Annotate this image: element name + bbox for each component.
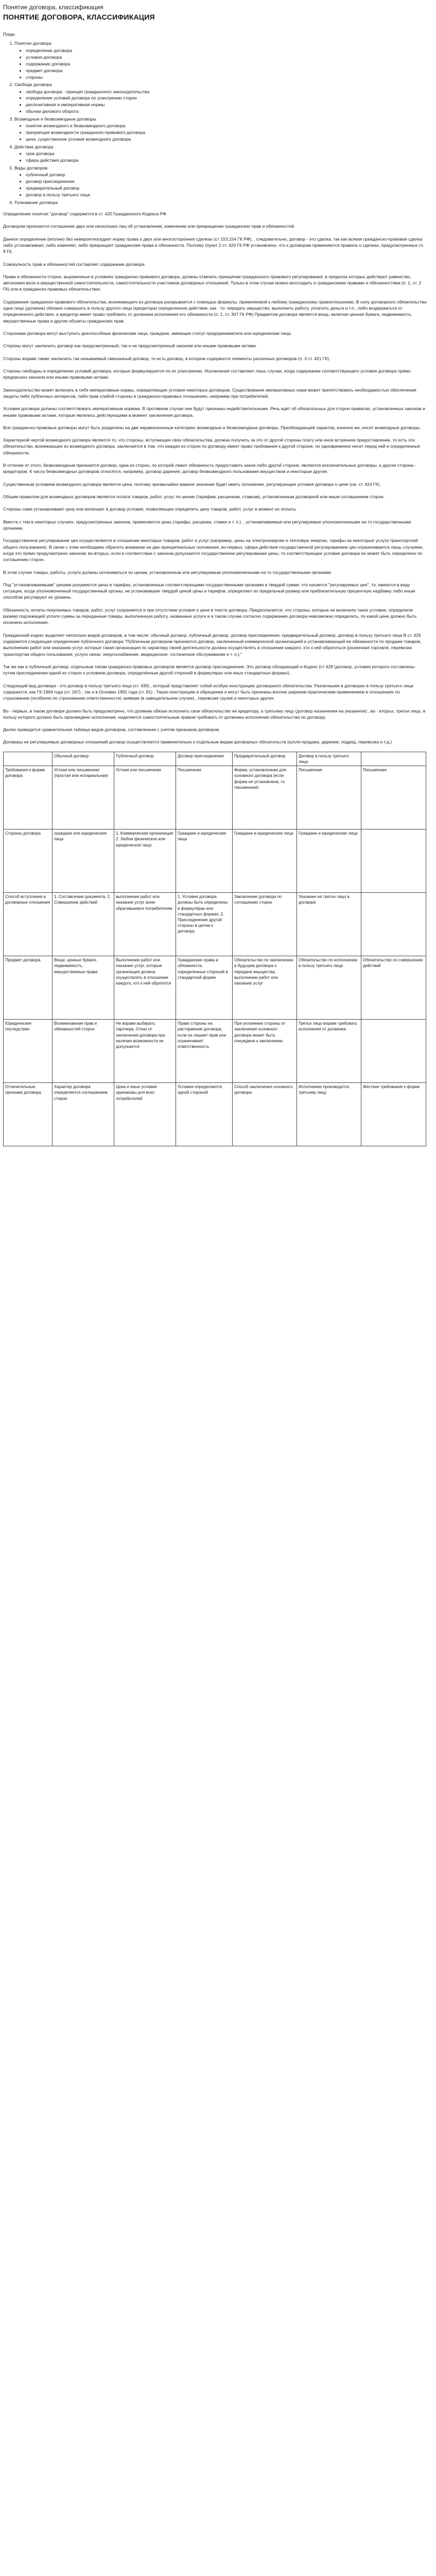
table-header-cell: Договор в пользу третьего лица xyxy=(297,752,361,766)
article-body xyxy=(3,211,427,745)
table-row-header-cell: Требования к форме договора xyxy=(4,766,53,829)
table-cell: Обязательство по исполнению в пользу третьего лица xyxy=(297,956,361,1020)
paragraph: Законодательство может включать в себя императивные нормы, определяющие условия некоторых договоров. Существование императивных норм может препятствовать необходимостью обеспечения защиты либо публичных интересов, либо прав слабой стороны в гражданско-правовых отношениях, например при потребителей. xyxy=(3,387,416,399)
table-header-cell: Договор присоединения xyxy=(176,752,233,766)
toc-subitem[interactable]: • договор присоединения xyxy=(26,179,427,184)
table-cell: Гражданские права и обязанности, определенные стороной в стандартной форме xyxy=(176,956,233,1020)
paragraph: Все гражданско-правовые договоры могут быть разделены на две неравнозначные категории: возмездные и безвозмездные договоры. Преобладающей характер, конечно же, носят возмездные договоры. xyxy=(3,425,421,430)
breadcrumb: Понятие договора, классификация xyxy=(3,4,103,11)
toc-subitem[interactable]: • цена, существенное условие возмездного договора xyxy=(26,137,427,142)
table-row xyxy=(4,893,426,956)
paragraph: Следующий вид договора - это договор в пользу третьего лица (ст. 430) , который представляет собой особую конструкцию договорного обязательства. Различными в договорах в пользу третьего лица содержатся, как ГК-1964 года (ст. 167) , так и в Основах 1991 года (ст. 81) . Такую конструкцию в обращении и могут быть признаны вполне широким практическим применением в отношениях по страхованию (особенно по страхованию ответственности) заявкам (в завещательном случае) , перевозке грузов и некоторых других. xyxy=(3,683,413,701)
table-cell: Жесткие требования к форме xyxy=(361,1083,426,1146)
toc-item[interactable] xyxy=(14,41,427,80)
table-cell: Возникновение прав и обязанностей сторон xyxy=(53,1020,114,1083)
toc-item[interactable] xyxy=(14,116,427,143)
table-header-cell: Предварительный договор xyxy=(233,752,297,766)
paragraph: Стороны могут заключить договор как предусмотренный, так и не предусмотренный законом или иными правовыми актами. xyxy=(3,343,257,349)
toc-subitem[interactable]: • содержание договора xyxy=(26,61,427,67)
toc-subitems xyxy=(14,151,427,163)
table-row xyxy=(4,829,426,893)
toc-item-label: Понятие договора xyxy=(14,41,51,46)
table-cell: выполнение работ или оказание услуг всем обратившимся потребителям xyxy=(114,893,176,956)
paragraph: Вместе с тем в некоторых случаях, предусмотренных законом, применяются цены (тарифы, расценки, ставки и т. п.), , устанавливаемые или регулируемые уполномоченными на то государственными органами. xyxy=(3,519,411,531)
paragraph: Права и обязанности сторон, выраженные в условиях гражданско-правового договора, должны отвечать принципам гражданского правового регулирования, в пределах которых действуют равенство, автономия воли и имущественной самостоятельности, самостоятельности участников договорных отношений. Только в этом случае можно воссоздать и гражданскими правами и обязанностями (п. 1, ст. 2 ГК) или в гражданско-правовых обязательствах. xyxy=(3,274,422,292)
table-cell: 1. Условия договора должны быть определены в формулярах или стандартных формах; 2. Присоединение другой стороны в целом к договору xyxy=(176,893,233,956)
table-cell: Вещи, ценные бумаги, недвижимость, имущественные права xyxy=(53,956,114,1020)
paragraph: Содержание гражданско-правового обязательства, возникающего из договора раскрывается с помощью формулы, применяемой к любому гражданскому правоотношению. В силу договорного обязательства одна лицо (должник) обязано совершить в пользу другого лица (кредитора) определенное действие, как - то: передать имущество, выполнить работу, уплатить деньги и т.п., либо воздержаться от определенного действия, а кредитор имеет право требовать от должника исполнения его обязанности (п. 1, ст. 307 ГК РФ) Предметом договора является вещь: включая ценная бумага, недвижимость, имущественные права и другие объекты гражданских прав. xyxy=(3,299,427,324)
table-cell: Письменная xyxy=(176,766,233,829)
toc-item-label: Действие договора xyxy=(14,144,54,149)
paragraph: Государственное регулирование цен осуществляется в отношении некоторых товаров, работ и услуг (например, цены на электроэнергию и тепловую энергию, тарифы на некоторые услуги транспортной общего пользования). В связи с этим необходимо обратить внимание на два принципиальных положения, во-первых, сфера действия государственной регулированием цен ограничивается лишь случаями, когда это прямо предусмотрено законом; во-вторых, если в соответствии с законом допускается государственное регулирование цены, то соответствующее условие договора не может быть определено по соглашению сторон. xyxy=(3,538,424,563)
table-header-cell: Обычный договор xyxy=(53,752,114,766)
toc-subitem[interactable]: • сфера действия договора xyxy=(26,158,427,163)
table-row-header-cell: Способ вступления в договорные отношения xyxy=(4,893,53,956)
toc-subitem[interactable]: • определение договора xyxy=(26,48,427,54)
paragraph: В этом случае товары, работы, услуги должны оплачиваться по ценам, установленным или регулируемым уполномоченными на то государственными органами. xyxy=(3,569,333,575)
toc-item-label: Толкование договора xyxy=(14,199,58,205)
toc-subitem[interactable]: • условия договора xyxy=(26,55,427,60)
table-cell xyxy=(361,1020,426,1083)
table-cell: Граждане и юридические лица xyxy=(297,829,361,893)
table-row xyxy=(4,766,426,829)
toc-item[interactable] xyxy=(14,144,427,164)
toc-subitem[interactable]: • предмет договора xyxy=(26,68,427,74)
paragraph: Так же как и публичный договор, отдельным типам гражданско-правовых договоров является договор присоединения. Это договор обладающий и Кодекс (ст 428 (договор, условия которого составлены путем присоединения одной из сторон к условиям договора, определённым другой стороной в формулярах или иных стандартных формах). xyxy=(3,664,415,676)
table-cell xyxy=(361,893,426,956)
plan-label: План: xyxy=(3,32,16,38)
toc-item[interactable] xyxy=(14,165,427,198)
table-cell: Письменная xyxy=(297,766,361,829)
table-cell: Обязательство по заключению в будущем договора о передаче имущества, выполнении работ или оказании услуг xyxy=(233,956,297,1020)
paragraph: Совокупность прав и обязанностей составляет содержание договора. xyxy=(3,261,146,267)
table-cell: 1. Составление документа; 2. Совершение действий xyxy=(53,893,114,956)
paragraph: Сторонами договора могут выступать дееспособные физические лица, граждане, имеющие статус предпринимателя или юридические лица. xyxy=(3,331,292,336)
toc-item-label: Возмездные и безвозмездные договоры xyxy=(14,116,96,122)
table-cell: Граждане и юридические лица xyxy=(176,829,233,893)
toc-subitems xyxy=(14,48,427,80)
table-row xyxy=(4,1083,426,1146)
table-cell: Условия определяются одной стороной xyxy=(176,1083,233,1146)
paragraph: Далее приводится сравнительная таблица видов договоров, составленная с учетом признаков договоров. xyxy=(3,727,220,733)
paragraph: Договоры не регулируемые договорных отношений договор осуществляется применительно к отдельным видам договорных обязательств (купля-продажа, дарение, подряд, перевозка и т.д.) xyxy=(3,739,392,745)
table-cell: Письменная xyxy=(361,766,426,829)
table-cell: Форма, установленная для основного договора (если форма не установлена, то письменная) xyxy=(233,766,297,829)
paragraph: Под "устанавливаемыми" ценами разумеются цены в тарифах, установленные соответствующими государственными органами в твердой сумме, что касается "регулируемых цен", то, имеются в виду ситуации, когда уполномоченный государственный органы, не установившие твердой ценой цены и тарифов, определяют их предельный размер или приблизительную процентную надбавку либо иным способом регулируют их уровень. xyxy=(3,582,415,600)
toc-subitem[interactable]: • свобода договора - принцип гражданского законодательства xyxy=(26,89,427,95)
toc-item[interactable] xyxy=(14,82,427,115)
document-page xyxy=(0,0,430,1149)
comparison-table xyxy=(3,752,426,1146)
table-header-row xyxy=(4,752,426,766)
paragraph: Стороны вправе также заключить так называемый смешанный договор, то есть договор, в котором содержатся элементы различных договоров (п. 3 ст. 421 ГК). xyxy=(3,355,330,361)
table-cell: Характер договора определяется соглашением сторон xyxy=(53,1083,114,1146)
table-row xyxy=(4,1020,426,1083)
paragraph: Характерной чертой возмездного договора является то, что стороны, вступающие свои обязательства, должна получить за это от другой стороны плату или иное встречное предоставление, то есть эта обязательство, возникающее из возмездного договора, заключается в том, что каждая из сторон по договору имеет право требования к другой стороне, но одновременно несет перед ней и определенные обязанности. xyxy=(3,437,421,455)
table-cell: Выполнение работ или оказание услуг, которые организация должна осуществлять в отношении каждого, кто к ней обратится xyxy=(114,956,176,1020)
toc-subitems xyxy=(14,172,427,198)
paragraph: Определение понятия "договор" содержится в ст. 420 Гражданского Кодекса РФ. xyxy=(3,211,168,216)
toc-subitems xyxy=(14,123,427,142)
paragraph: Условия договора должны соответствовать императивным нормам. В противном случае они будут признаны недействительными. Речь идет об обязательных для сторон правилах, установленных законом и иными правовыми актами, которые являлись действующими в момент заключения договора. xyxy=(3,406,425,418)
toc-subitem[interactable]: • стороны xyxy=(26,75,427,80)
table-cell: Исполнение производится третьему лицу xyxy=(297,1083,361,1146)
table-cell: Цена и иные условия одинаковы для всех потребителей xyxy=(114,1083,176,1146)
table-cell: Третье лицо вправе требовать исполнения от должника xyxy=(297,1020,361,1083)
table-row-header-cell: Отличительные признаки договора xyxy=(4,1083,53,1146)
toc-subitem[interactable]: • публичный договор xyxy=(26,172,427,178)
toc-subitem[interactable]: • понятие возмездного и безвозмездного договора xyxy=(26,123,427,129)
table-cell: Заключение договора по соглашению сторон xyxy=(233,893,297,956)
table-cell: Способ заключения основного договора xyxy=(233,1083,297,1146)
table-cell: Не вправе выбирать партнера. Отказ от заключения договора при наличии возможности не допускается xyxy=(114,1020,176,1083)
paragraph: В отличие от этого, безвозмездным признается договор, одна из сторон, по которой лежит обязанность предоставить какое-либо другой стороне, являются исключительные договоры, а другая сторона - кредитором. К числу безвозмездных договоров относятся, например, договор дарения, договор безвозмездного пользования имуществом и некоторые другие. xyxy=(3,463,416,474)
toc-item-label: Свобода договора xyxy=(14,82,52,88)
paragraph: Общим правилом для возмездных договоров является оплата товаров, работ, услуг по ценам (тарифам, расценкам, ставкам), установленным договорной или иным соглашением сторон. xyxy=(3,494,385,500)
toc-item[interactable] xyxy=(14,200,427,206)
table-cell: 1. Коммерческая организация 2. Любое физическое или юридическое лицо xyxy=(114,829,176,893)
table-header-cell: Публичный договор xyxy=(114,752,176,766)
table-cell: Устная или письменная (простая или нотариальная) xyxy=(53,766,114,829)
table-header-cell xyxy=(361,752,426,766)
table-cell: Граждане и юридические лица xyxy=(233,829,297,893)
paragraph: Обязанность оплаты покупаемых товаров, работ, услуг сохраняется и при отсутствии условия о цене в тексте договора. Предполагается, что стороны, которые не включили такое условие, определили размер подлежащей уплате суммы за переданные товары, выполненную работу, названные услуги и в таком случае согласно содержанию договора невозможно определить, по какой цене должно быть оплачено исполнение. xyxy=(3,607,417,625)
toc-subitem[interactable]: • срок договора xyxy=(26,151,427,157)
paragraph: Договором признается соглашение двух или нескольких лиц об установлении, изменении или прекращении гражданских прав и обязанностей. xyxy=(3,224,295,229)
toc-subitem[interactable]: • определение условий договора по усмотрению сторон xyxy=(26,95,427,101)
table-cell: Указание на третье лицо в договоре xyxy=(297,893,361,956)
table-row-header-cell: Юридические последствия xyxy=(4,1020,53,1083)
table-cell: При уклонении стороны от заключения основного договора может быть понуждена к заключению xyxy=(233,1020,297,1083)
toc-subitems xyxy=(14,89,427,115)
paragraph: Стороны сами устанавливают цену или включают в договор условие, позволяющее определить цену товаров, работ, услуг в момент их оплаты. xyxy=(3,506,297,512)
table-of-contents xyxy=(3,41,427,206)
toc-item-label: Виды договоров xyxy=(14,165,48,171)
paragraph: Во - первых, в таком договоре должно быть предусмотрено, что должник обязан исполнить свое обязательство не кредитору, а третьему лицу (договор назначения на указанное) , во - вторых, третье лицо, в пользу которого должно быть произведено исполнение, наделяется самостоятельным правом требовать от должника исполнения обязательства по договору. xyxy=(3,708,426,720)
table-cell: Обязательство по совершению действий xyxy=(361,956,426,1020)
paragraph: Гражданский кодекс выделяет несколько видов договоров, в том числе: обычный договор, публичный договор, договор присоединения, предварительный договор, договор в пользу третьего лица В ст. 426 содержится следующая определение публичного договора "Публичным договором признается договор, заключенный коммерческой организацией и устанавливающий ее обязанности по продаже товаров, выполнению работ или оказанию услуг, которые такая организация по характеру своей деятельности должна осуществлять в отношении каждого, кто к ней обратиться (розничная торговля, перевозка транспортом общего пользования, услуги связи, энергоснабжение, медицинское, гостиничное обслуживание и т. п.)." xyxy=(3,632,422,657)
toc-subitem[interactable]: • обычаи делового оборота xyxy=(26,109,427,114)
toc-subitem[interactable]: • договор в пользу третьего лица xyxy=(26,192,427,198)
page-title: ПОНЯТИЕ ДОГОВОРА, КЛАССИФИКАЦИЯ xyxy=(3,13,155,22)
toc-subitem[interactable]: • предварительный договор xyxy=(26,185,427,191)
table-cell: Право стороны на расторжение договора, если он лишает прав или ограничивает ответственность xyxy=(176,1020,233,1083)
table-row-header-cell: Стороны договора xyxy=(4,829,53,893)
paragraph: Данное определение (вполне) без невероятносадает норму права о двух или многосторонних сделках (ст 153,154 ГК РФ), , следовательно, договор - это сделка, так как всякая гражданско-правовая сделка либо устанавливает, либо изменяет, либо прекращает гражданские права и обязанности. Поэтому (пункт 2 ст. 420 ГК РФ установлено, что к договорам применяются правила о сделках, предусмотренных гл. 9 ГК. xyxy=(3,236,424,255)
table-row-header-cell: Предмет договора xyxy=(4,956,53,1020)
table-cell xyxy=(361,829,426,893)
paragraph: Существенным условием возмездного договора является цена, поэтому чрезвычайно важное значение будет иметь положение, регулирующее условия договора о цене (см. ст. 424 ГК). xyxy=(3,481,381,487)
table-cell: граждане или юридические лица xyxy=(53,829,114,893)
table-cell: Устная или письменная xyxy=(114,766,176,829)
table-row xyxy=(4,956,426,1020)
toc-subitem[interactable]: • диспозитивная и императивная нормы xyxy=(26,102,427,108)
paragraph: Стороны свободны в определении условий договора, которые формулируются по их усмотрению. Исключения составляют лишь случаи, когда содержание соответствующего условия договора прямо предписано законом или иными правовыми актами. xyxy=(3,368,411,380)
toc-subitem[interactable]: • презумпция возмездности гражданско-правового договора xyxy=(26,130,427,135)
table-header-cell xyxy=(4,752,53,766)
